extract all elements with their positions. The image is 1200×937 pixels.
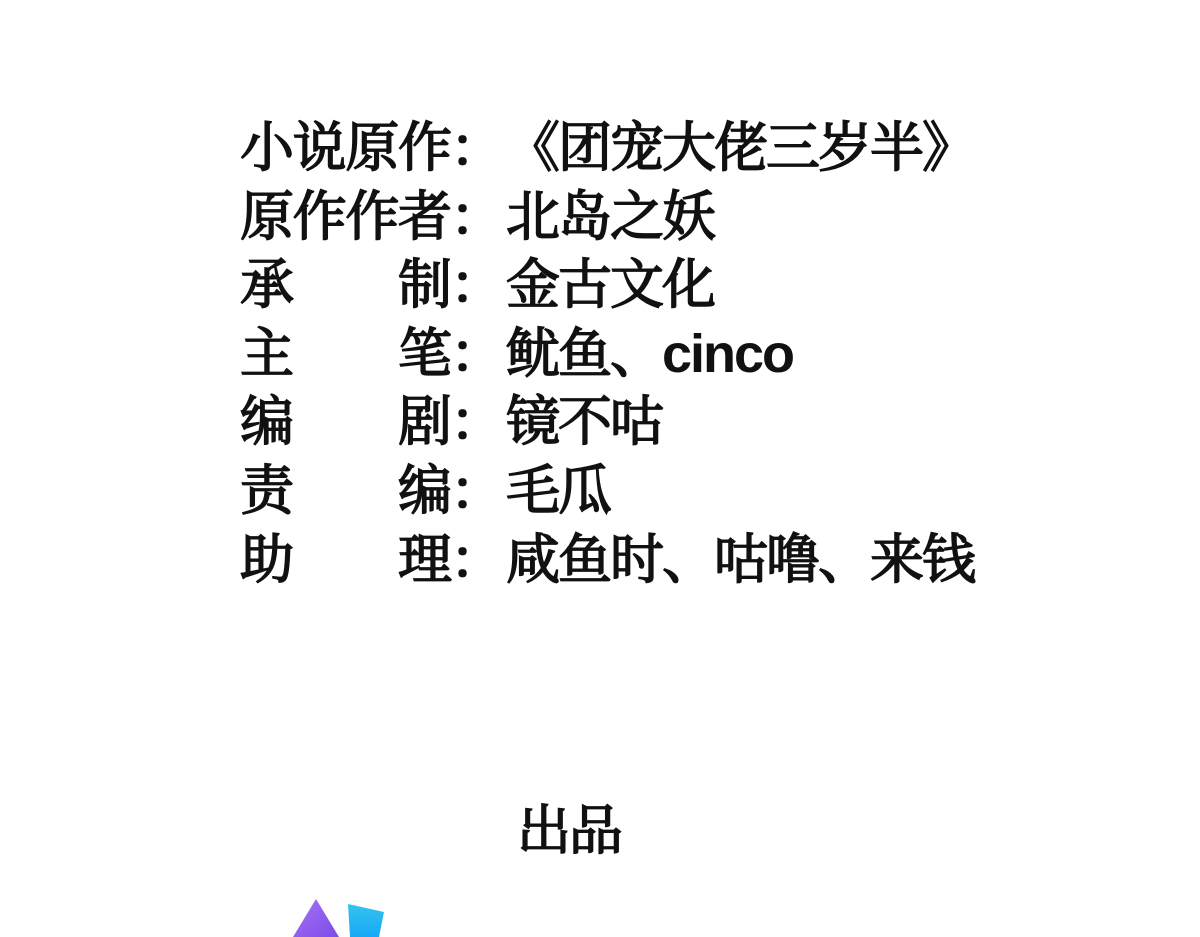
credit-line: [240, 320, 974, 389]
credit-role-label: [240, 183, 450, 252]
credit-value: 镜不咕: [506, 392, 662, 453]
credit-role-char: 小: [240, 118, 292, 178]
credit-colon: ：: [450, 323, 502, 384]
credit-role-char: 助: [240, 529, 292, 590]
credit-role-char: 主: [240, 323, 292, 384]
credit-line: [240, 388, 974, 457]
credit-colon: ：: [450, 118, 502, 178]
credit-role-label: [240, 388, 450, 457]
credit-line: [240, 526, 974, 595]
credit-value: 北岛之妖: [506, 186, 714, 247]
credit-role-char: 理: [398, 529, 450, 590]
credit-role-label: [240, 251, 450, 320]
credit-colon: ：: [450, 529, 502, 590]
credit-role-char: 承: [240, 255, 292, 316]
credit-role-char: 编: [398, 460, 450, 521]
credit-line: [240, 183, 974, 252]
credit-role-label: [240, 114, 450, 183]
credit-role-label: [240, 526, 450, 595]
credit-role-char: 作: [345, 186, 398, 247]
credit-value: 鱿鱼、cinco: [506, 323, 794, 384]
credit-role-char: 责: [240, 460, 292, 521]
credit-role-char: 原: [240, 186, 292, 247]
credit-line: [240, 457, 974, 526]
credit-line: [240, 114, 974, 183]
credit-value: 咸鱼时、咕噜、来钱: [506, 529, 974, 590]
credit-value: 《团宠大佬三岁半》: [506, 118, 974, 178]
credit-line: [240, 251, 974, 320]
blue-quad-icon: [348, 904, 384, 937]
producer-logo-graphic: [288, 895, 392, 937]
credit-role-char: 者: [397, 186, 450, 247]
credit-colon: ：: [450, 186, 502, 247]
credit-colon: ：: [450, 255, 502, 316]
credit-colon: ：: [450, 392, 502, 453]
credit-role-label: [240, 457, 450, 526]
credit-value: 金古文化: [506, 255, 714, 316]
credit-role-char: 说: [292, 118, 345, 178]
credit-role-label: [240, 320, 450, 389]
credit-value: 毛瓜: [506, 460, 610, 521]
producer-label: 出品: [517, 801, 621, 861]
credit-role-char: 作: [397, 118, 450, 178]
credit-colon: ：: [450, 460, 502, 521]
credit-role-char: 作: [292, 186, 345, 247]
credits-block: [240, 114, 974, 594]
purple-triangle-icon: [293, 899, 339, 937]
credit-role-char: 制: [398, 255, 450, 316]
credit-role-char: 笔: [398, 323, 450, 384]
producer-logo: [288, 895, 392, 937]
credit-role-char: 剧: [398, 392, 450, 453]
credit-role-char: 编: [240, 392, 292, 453]
credit-role-char: 原: [345, 118, 398, 178]
